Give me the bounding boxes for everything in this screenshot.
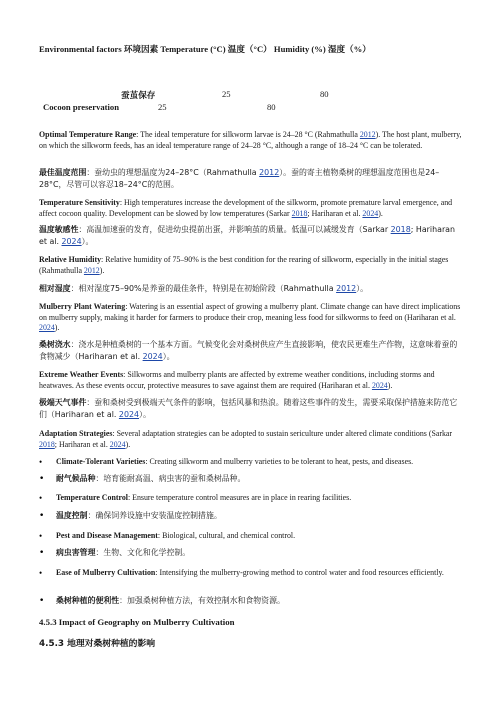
table-row-en-temp: 25	[158, 102, 167, 112]
term: Ease of Mulberry Cultivation	[56, 568, 156, 577]
text: ）。蚕的寄主植物桑树的理想温度范围也是24–28°C，尽管可以容忍18–24°C的范围。	[39, 168, 440, 189]
paragraph-extreme-weather-zh	[39, 397, 462, 421]
text: : Intensifying the mulberry-growing method to control water and food resources efficiently.	[155, 568, 444, 577]
text: ：蚕幼虫的理想温度为24–28°C（Rahmathulla	[86, 168, 260, 177]
text: ).	[99, 265, 105, 275]
paragraph-relative-humidity-zh	[39, 283, 462, 295]
table-row-zh-temp: 25	[222, 89, 231, 99]
citation-link[interactable]: 2024	[61, 237, 82, 246]
text: : The ideal temperature for silkworm larvae is 24–28 °C (Rahmathulla	[136, 130, 360, 139]
list-item	[56, 457, 456, 468]
term: 温度敏感性	[39, 225, 79, 234]
text: ：生物、文化和化学控制。	[95, 548, 191, 557]
list-item	[56, 596, 456, 607]
section-heading-zh: 4.5.3 地理对桑树种植的影响	[39, 639, 156, 649]
term: 相对湿度	[39, 284, 71, 293]
paragraph-mulberry-watering-zh	[39, 339, 462, 363]
citation-link[interactable]: 2024	[142, 352, 163, 361]
term: Climate-Tolerant Varieties	[56, 457, 146, 466]
text: : Biological, cultural, and chemical control.	[157, 531, 296, 540]
paragraph-relative-humidity	[39, 255, 462, 276]
text: ）。	[81, 237, 94, 246]
text: ：高温加速蚕的发育，促进幼虫提前出蛋，并影响茧的质量。低温可以减缓发育（Sarkar	[78, 225, 391, 234]
term: Mulberry Plant Watering	[39, 302, 126, 311]
text: ; Hariharan et al.	[307, 208, 363, 218]
text: ：相对湿度75–90%是养蚕的最佳条件，特别是在初始阶段（Rahmathulla	[70, 284, 337, 293]
list-item	[56, 511, 456, 522]
text: ：浇水是种植桑树的一个基本方面。气候变化会对桑树供应产生直接影响，使农民更难生产作物，这意味着蚕的食物减少（Hariharan et al.	[39, 340, 458, 361]
text: ）。	[139, 410, 151, 419]
text: : Watering is an essential aspect of growing a mulberry plant. Climate change can have direct implications on mulberry supply, making it harder for farmers to produce their crop, meaning less food for silkworms to feed on (Hariharan et al.	[39, 302, 461, 322]
text: ).	[125, 439, 131, 449]
citation-link[interactable]: 2024	[39, 323, 55, 333]
text: : High temperatures increase the development of the silkworm, promote premature larval emergence, and affect cocoon quality. Development can be slowed by low temperatures (Sarkar	[39, 198, 453, 218]
text: ).	[387, 380, 393, 390]
citation-link[interactable]: 2012	[83, 265, 100, 275]
term: 极端天气事件	[39, 398, 87, 407]
list-item	[56, 531, 456, 542]
text: : Creating silkworm and mulberry varieties to be tolerant to heat, pests, and diseases.	[145, 457, 414, 466]
term: Relative Humidity	[39, 255, 102, 264]
term: 最佳温度范围	[39, 168, 87, 177]
citation-link[interactable]: 2024	[118, 410, 140, 419]
text: ）。	[162, 352, 175, 361]
term: 病虫害管理	[56, 548, 96, 557]
table-header: Environmental factors 环境因素 Temperature (°C) 温度（°C） Humidity (%) 湿度（%）	[39, 44, 371, 54]
citation-link[interactable]: 2012	[359, 130, 376, 139]
citation-link[interactable]: 2018	[390, 225, 411, 234]
section-heading: 4.5.3 Impact of Geography on Mulberry Cultivation	[39, 617, 235, 627]
table-row-zh-label: 蚕茧保存	[121, 90, 156, 100]
citation-link[interactable]: 2012	[336, 284, 357, 293]
text: ：确保饲养设施中安装温度控制措施。	[87, 511, 222, 520]
list-item	[56, 474, 456, 485]
term: Optimal Temperature Range	[39, 130, 137, 139]
text: ).	[378, 208, 383, 218]
paragraph-temperature-sensitivity-zh	[39, 224, 462, 248]
text: ：加强桑树种植方法，有效控制水和食物资源。	[119, 596, 285, 605]
citation-link[interactable]: 2012	[259, 168, 280, 177]
term: Extreme Weather Events	[39, 370, 124, 379]
term: 桑树浇水	[39, 340, 71, 349]
text: : Ensure temperature control measures are in place in rearing facilities.	[127, 493, 352, 502]
term: Pest and Disease Management	[56, 531, 158, 540]
table-row-zh-humidity: 80	[320, 89, 329, 99]
term: 桑树种植的便利性	[56, 596, 120, 605]
paragraph-adaptation-strategies	[39, 429, 462, 450]
term: Temperature Control	[56, 493, 128, 502]
paragraph-extreme-weather	[39, 370, 462, 391]
citation-link[interactable]: 2024	[109, 439, 126, 449]
citation-link[interactable]: 2018	[39, 439, 55, 449]
term: Adaptation Strategies	[39, 429, 113, 438]
list-item	[56, 493, 456, 504]
term: 耐气候品种	[56, 474, 96, 483]
table-row-en-label: Cocoon preservation	[43, 102, 119, 112]
list-item	[56, 568, 456, 579]
text: ）。	[356, 284, 369, 293]
citation-link[interactable]: 2024	[371, 380, 388, 390]
text: ; Hariharan et al.	[54, 439, 110, 449]
term: Temperature Sensitivity	[39, 198, 120, 207]
paragraph-optimal-temperature	[39, 130, 462, 151]
text: ：培育能耐高温、病虫害的蚕和桑树品种。	[95, 474, 246, 483]
paragraph-optimal-temperature-zh	[39, 167, 462, 191]
citation-link[interactable]: 2024	[362, 208, 379, 218]
list-item	[56, 548, 456, 559]
text: ). The host plant, mulberry, on which the silkworm feeds, has an ideal temperature range of 24–28 °C, although a range of 18–24 °C can be tolerated.	[39, 130, 462, 150]
text: : Several adaptation strategies can be adopted to sustain sericulture under altered climate conditions (Sarkar	[112, 429, 453, 438]
paragraph-temperature-sensitivity	[39, 198, 462, 219]
table-row-en-humidity: 80	[267, 102, 276, 112]
text: : Silkworms and mulberry plants are affected by extreme weather conditions, including storms and heatwaves. As these events occur, protective measures to save against them are required (Hariharan et al.	[39, 370, 435, 390]
text: ).	[54, 323, 60, 333]
term: 温度控制	[56, 511, 88, 520]
citation-link[interactable]: 2018	[291, 208, 308, 218]
text: ; Hariharan et al.	[39, 225, 456, 246]
text: : Relative humidity of 75–90% is the best condition for the rearing of silkworm, especially in the initial stages (Rahmathulla	[39, 255, 449, 275]
paragraph-mulberry-watering	[39, 302, 462, 334]
text: ：蚕和桑树受到极端天气条件的影响，包括风暴和热浪。随着这些事件的发生，需要采取保护措施来防范它们（Hariharan et al.	[39, 398, 458, 419]
